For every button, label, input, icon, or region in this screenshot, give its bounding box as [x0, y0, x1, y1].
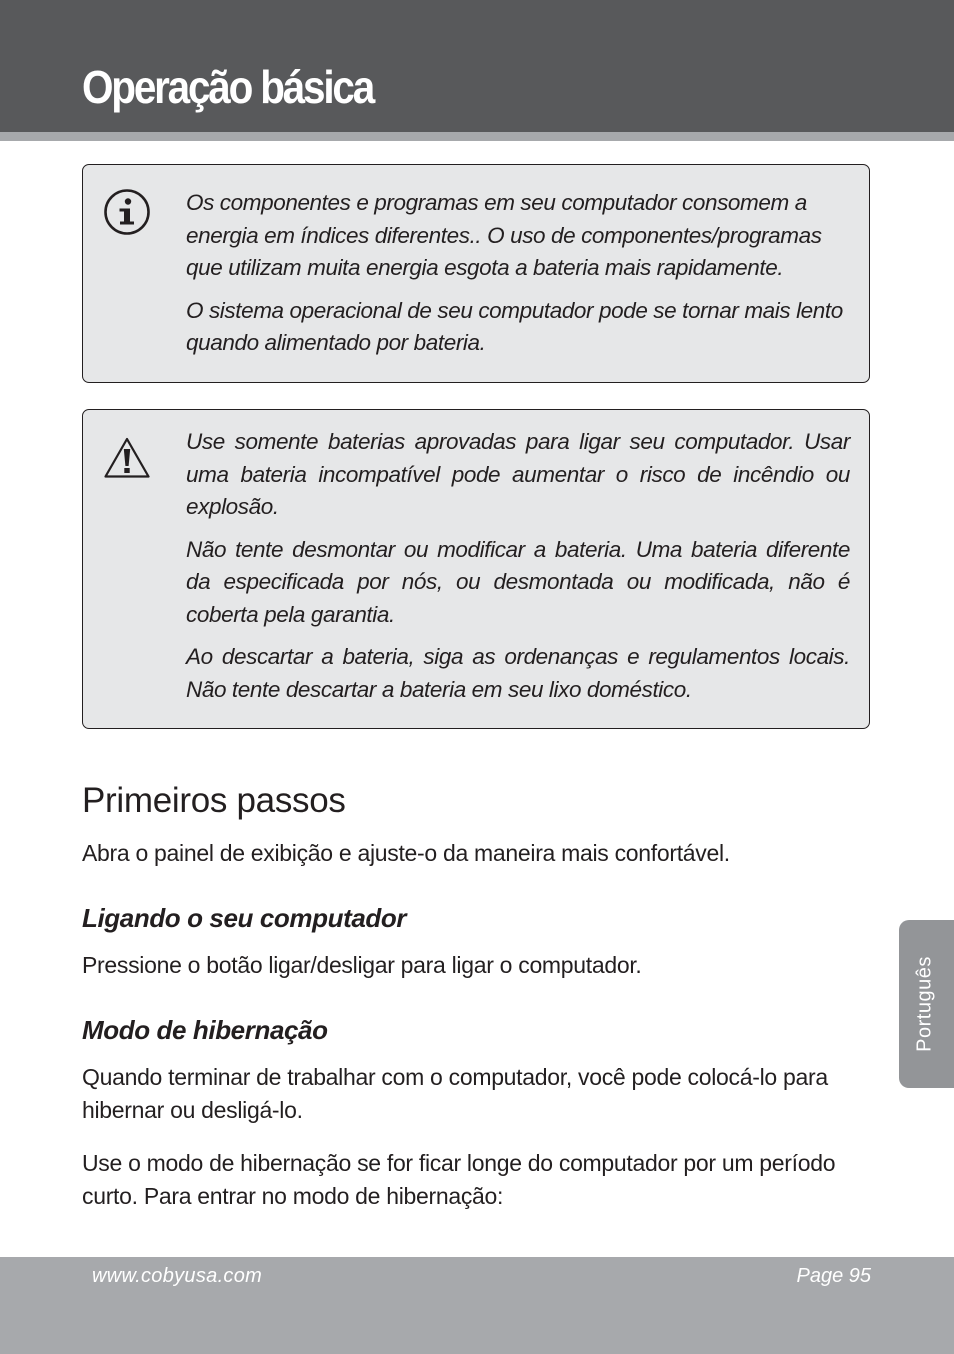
footer-page-number: Page 95 — [796, 1265, 871, 1287]
info-icon — [103, 188, 151, 241]
info-notice-text — [186, 187, 850, 370]
hibernation-paragraph-2: Use o modo de hibernação se for ficar longe do computador por um período curto. Para entrar no modo de hibernação: — [82, 1150, 836, 1209]
footer-url: www.cobyusa.com — [92, 1265, 263, 1287]
header-rule — [0, 132, 954, 141]
warning-paragraph-3: Ao descartar a bateria, siga as ordenanças e regulamentos locais. Não tente descartar a bateria em seu lixo doméstico. — [186, 644, 850, 702]
hibernation-paragraph-1: Quando terminar de trabalhar com o computador, você pode colocá-lo para hibernar ou desligá-lo. — [82, 1064, 828, 1123]
section-title: Primeiros passos — [82, 781, 346, 820]
warning-notice-text — [186, 426, 850, 716]
warning-paragraph-1: Use somente baterias aprovadas para ligar seu computador. Usar uma bateria incompatível pode aumentar o risco de incêndio ou explosão. — [186, 429, 850, 519]
warning-notice-box — [82, 409, 870, 729]
language-side-tab — [899, 920, 954, 1088]
subsection-title-power: Ligando o seu computador — [82, 903, 407, 933]
subsection-title-hibernation: Modo de hibernação — [82, 1015, 328, 1045]
warning-icon — [103, 436, 151, 485]
warning-paragraph-2: Não tente desmontar ou modificar a bateria. Uma bateria diferente da especificada por nós, ou desmontada ou modificada, não é coberta pela garantia. — [186, 536, 850, 627]
language-tab-label: Português — [913, 956, 936, 1052]
info-notice-box — [82, 164, 870, 383]
page-title: Operação básica — [82, 61, 374, 113]
info-paragraph-1: Os componentes e programas em seu computador consomem a energia em índices diferentes.. O uso de componentes/programas que utilizam muita energia esgota a bateria mais rapidamente. — [186, 190, 822, 280]
power-paragraph: Pressione o botão ligar/desligar para ligar o computador. — [82, 952, 642, 978]
info-paragraph-2: O sistema operacional de seu computador pode se tornar mais lento quando alimentado por bateria. — [186, 297, 843, 355]
section-intro: Abra o painel de exibição e ajuste-o da maneira mais confortável. — [82, 840, 730, 866]
